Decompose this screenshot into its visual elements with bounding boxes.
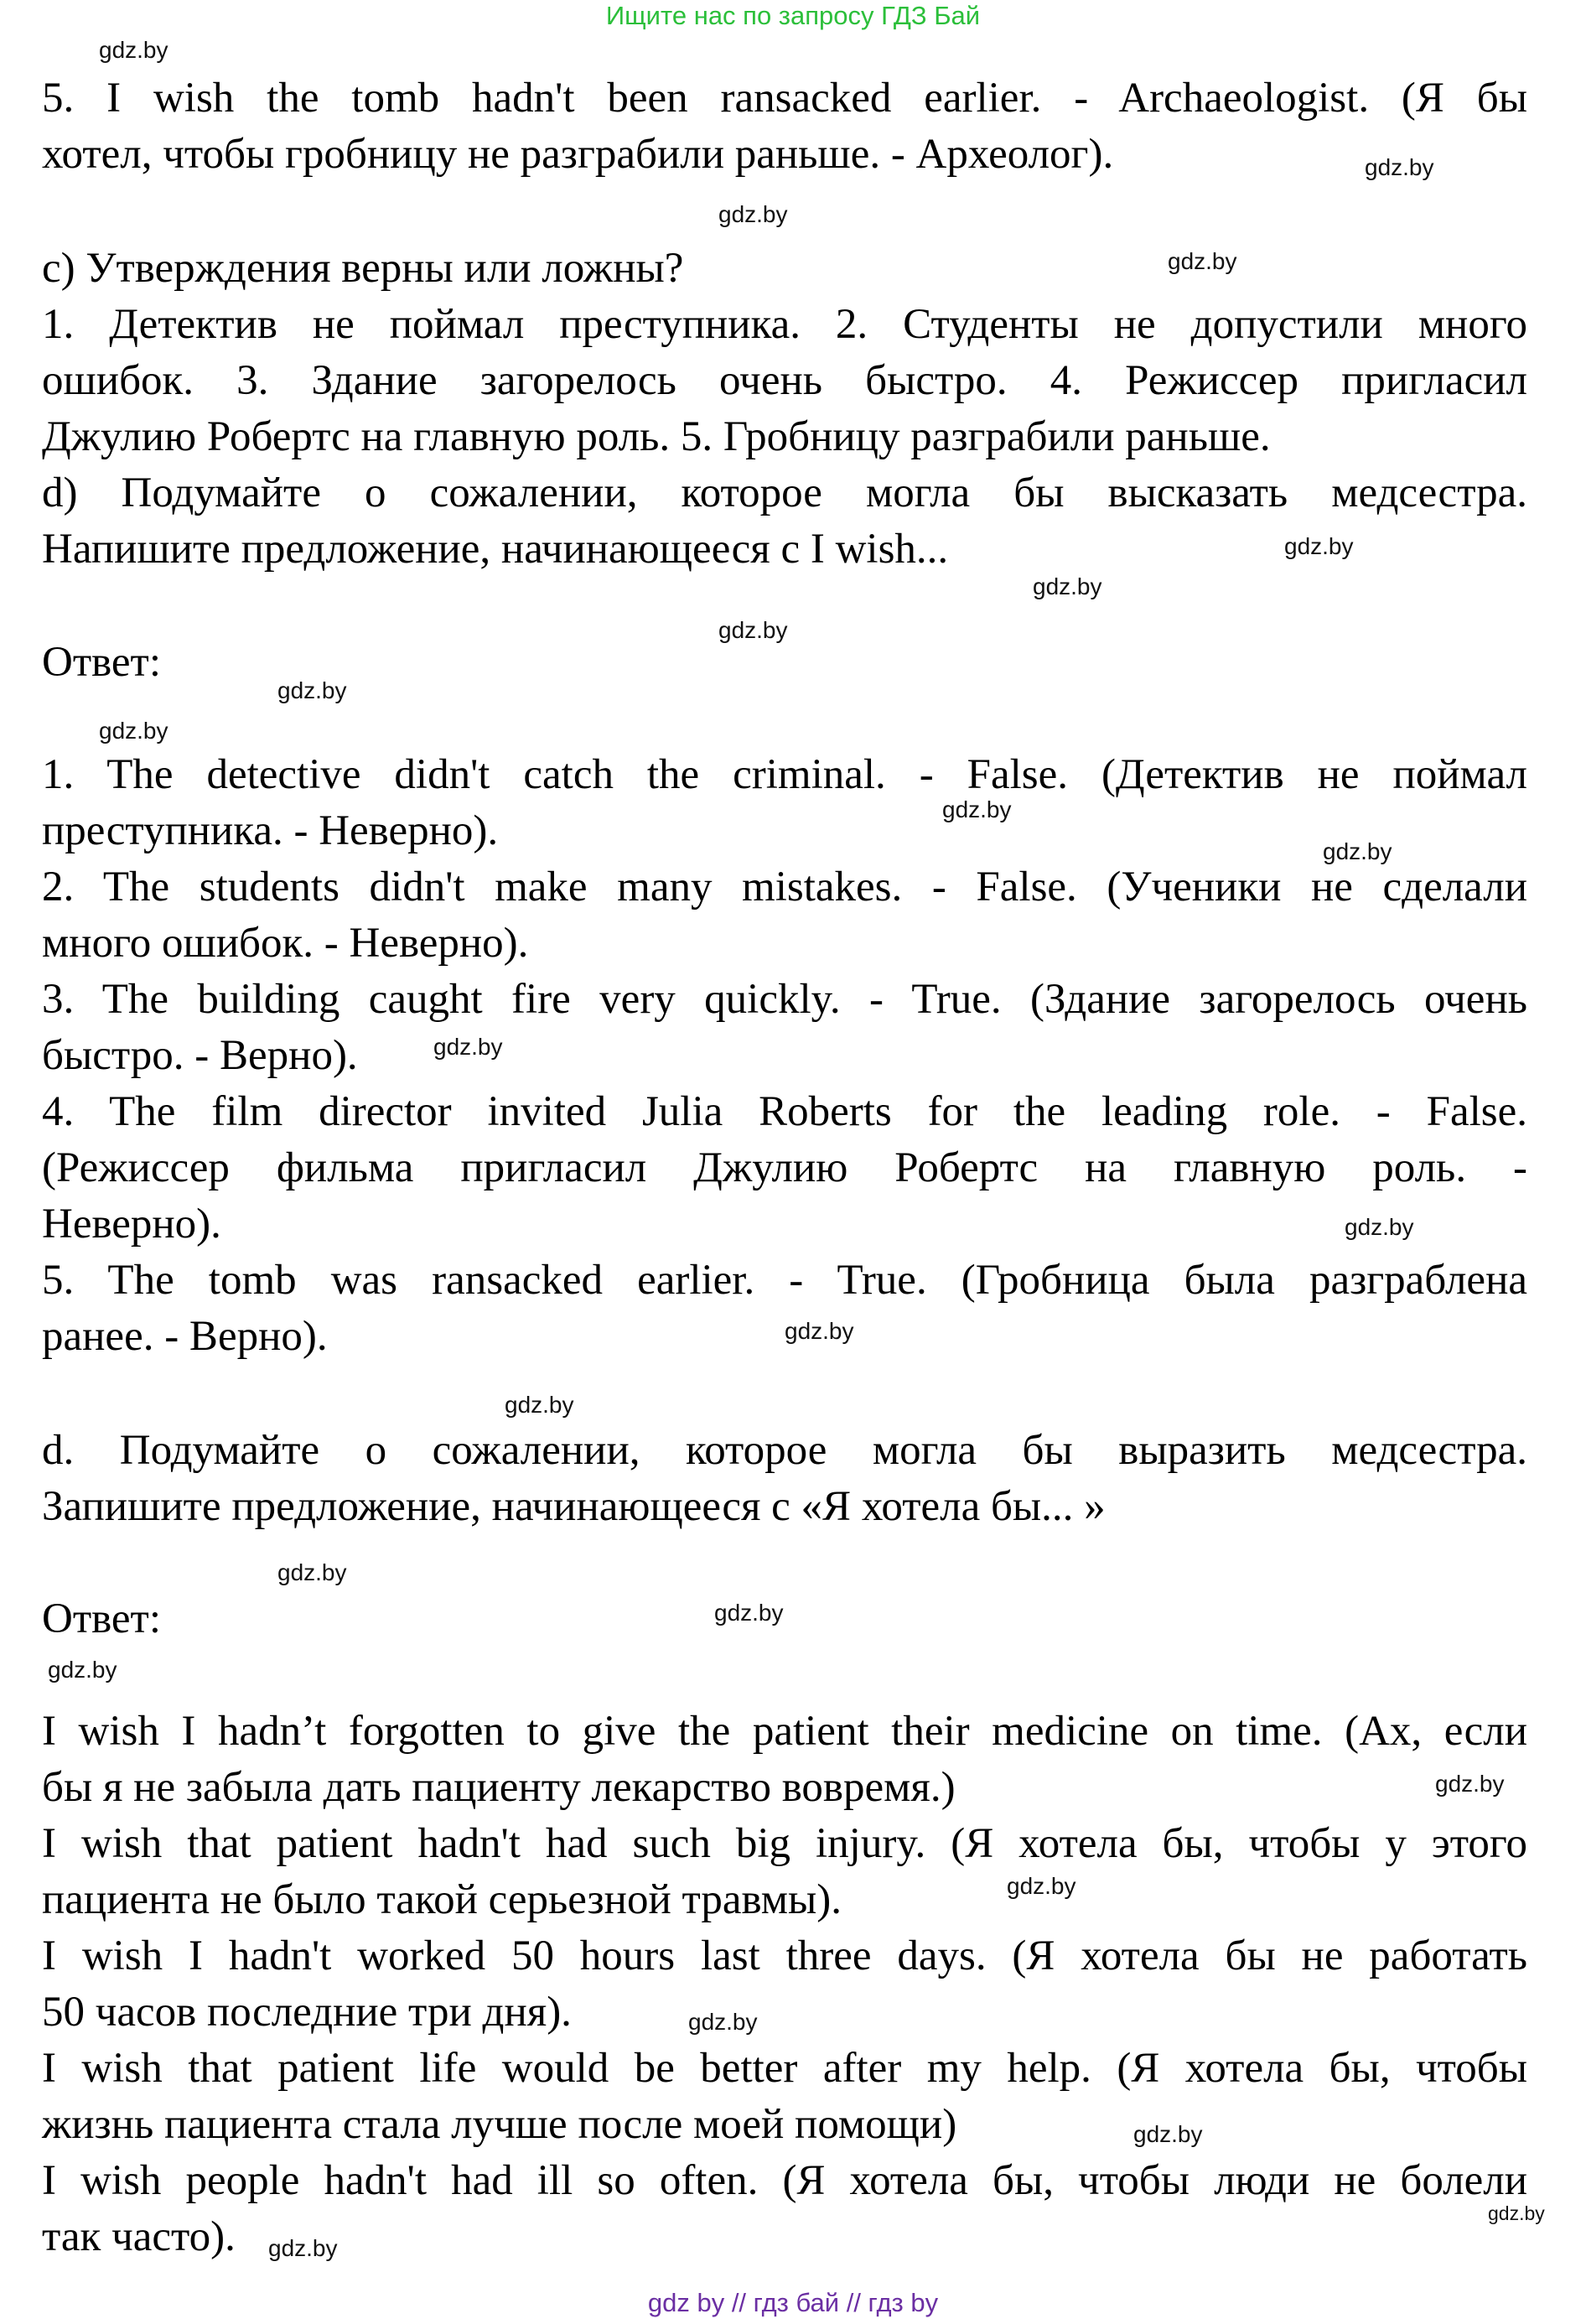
answer-1-paragraph	[42, 747, 1527, 1365]
text-line: Ответ:	[42, 1595, 161, 1642]
watermark: gdz.by	[1168, 248, 1237, 274]
watermark: gdz.by	[277, 677, 347, 703]
text-line: 2. The students didn't make many mistakes. - False. (Ученики не сделали	[42, 864, 1527, 910]
section-c-paragraph	[42, 297, 1527, 465]
text-line: (Режиссер фильма пригласил Джулию Робертс на главную роль. -	[42, 1144, 1527, 1191]
watermark: gdz.by	[1284, 533, 1354, 559]
section-d-paragraph	[42, 465, 1527, 578]
watermark: gdz.by	[1323, 838, 1392, 864]
text-line: 1. The detective didn't catch the criminal. - False. (Детектив не поймал	[42, 751, 1527, 798]
text-line: 3. The building caught fire very quickly. - True. (Здание загорелось очень	[42, 976, 1527, 1023]
watermark: gdz.by	[1033, 573, 1102, 599]
text-line: I wish people hadn't had ill so often. (Я хотела бы, чтобы люди не болели	[42, 2157, 1527, 2204]
item-5-paragraph	[42, 70, 1527, 183]
watermark: gdz.by	[48, 1657, 117, 1683]
text-line: хотел, чтобы гробницу не разграбили раньше. - Археолог).	[42, 131, 1114, 178]
watermark: gdz.by	[1133, 2121, 1203, 2147]
watermark: gdz.by	[1488, 2202, 1545, 2224]
watermark: gdz.by	[718, 617, 788, 643]
text-line: 5. I wish the tomb hadn't been ransacked earlier. - Archaeologist. (Я бы	[42, 75, 1527, 122]
text-line: 4. The film director invited Julia Roberts for the leading role. - False.	[42, 1088, 1527, 1135]
watermark: gdz.by	[99, 37, 168, 63]
section-c-heading	[42, 241, 1527, 297]
text-line: Ответ:	[42, 639, 161, 686]
watermark: gdz.by	[433, 1034, 503, 1060]
watermark: gdz.by	[1365, 154, 1434, 180]
text-line: пациента не было такой серьезной травмы).	[42, 1876, 842, 1923]
text-line: 5. The tomb was ransacked earlier. - True. (Гробница была разграблена	[42, 1257, 1527, 1304]
text-line: Запишите предложение, начинающееся с «Я хотела бы... »	[42, 1483, 1106, 1530]
text-line: ошибок. 3. Здание загорелось очень быстро. 4. Режиссер пригласил	[42, 357, 1527, 404]
watermark: gdz.by	[688, 2009, 758, 2035]
text-line: 1. Детектив не поймал преступника. 2. Студенты не допустили много	[42, 301, 1527, 348]
watermark: gdz.by	[1345, 1214, 1414, 1240]
text-line: d) Подумайте о сожалении, которое могла бы высказать медсестра.	[42, 469, 1527, 516]
watermark: gdz.by	[1435, 1771, 1505, 1797]
text-line: жизнь пациента стала лучше после моей помощи)	[42, 2101, 957, 2148]
watermark: gdz.by	[277, 1559, 347, 1585]
section-d2-paragraph	[42, 1423, 1527, 1535]
text-line: I wish I hadn't worked 50 hours last three days. (Я хотела бы не работать	[42, 1932, 1527, 1979]
watermark: gdz.by	[942, 796, 1012, 822]
text-line: d. Подумайте о сожалении, которое могла бы выразить медсестра.	[42, 1427, 1527, 1474]
text-line: 50 часов последние три дня).	[42, 1989, 572, 2036]
text-line: ранее. - Верно).	[42, 1313, 328, 1360]
text-line: I wish that patient hadn't had such big injury. (Я хотела бы, чтобы у этого	[42, 1820, 1527, 1867]
watermark: gdz.by	[505, 1392, 574, 1418]
footer-links[interactable]: gdz by // гдз бай // гдз by	[647, 2288, 939, 2317]
text-line: бы я не забыла дать пациенту лекарство вовремя.)	[42, 1764, 956, 1811]
watermark: gdz.by	[268, 2235, 338, 2261]
text-line: преступника. - Неверно).	[42, 807, 499, 854]
top-banner[interactable]: Ищите нас по запросу ГДЗ Бай	[605, 1, 981, 30]
text-line: c) Утверждения верны или ложны?	[42, 245, 684, 292]
text-line: Неверно).	[42, 1201, 221, 1248]
text-line: Напишите предложение, начинающееся с I wish...	[42, 526, 949, 573]
text-line: I wish I hadn’t forgotten to give the patient their medicine on time. (Ах, если	[42, 1708, 1527, 1755]
text-line: I wish that patient life would be better after my help. (Я хотела бы, чтобы	[42, 2045, 1527, 2092]
text-line: быстро. - Верно).	[42, 1032, 358, 1079]
text-line: много ошибок. - Неверно).	[42, 920, 529, 967]
watermark: gdz.by	[1007, 1873, 1076, 1899]
watermark: gdz.by	[99, 718, 168, 744]
watermark: gdz.by	[714, 1600, 784, 1626]
text-line: так часто).	[42, 2213, 236, 2260]
watermark: gdz.by	[785, 1318, 854, 1344]
answer-label	[42, 1591, 1527, 1647]
answer-2-paragraph	[42, 1704, 1527, 2265]
text-line: Джулию Робертс на главную роль. 5. Гробницу разграбили раньше.	[42, 413, 1271, 460]
watermark: gdz.by	[718, 201, 788, 227]
